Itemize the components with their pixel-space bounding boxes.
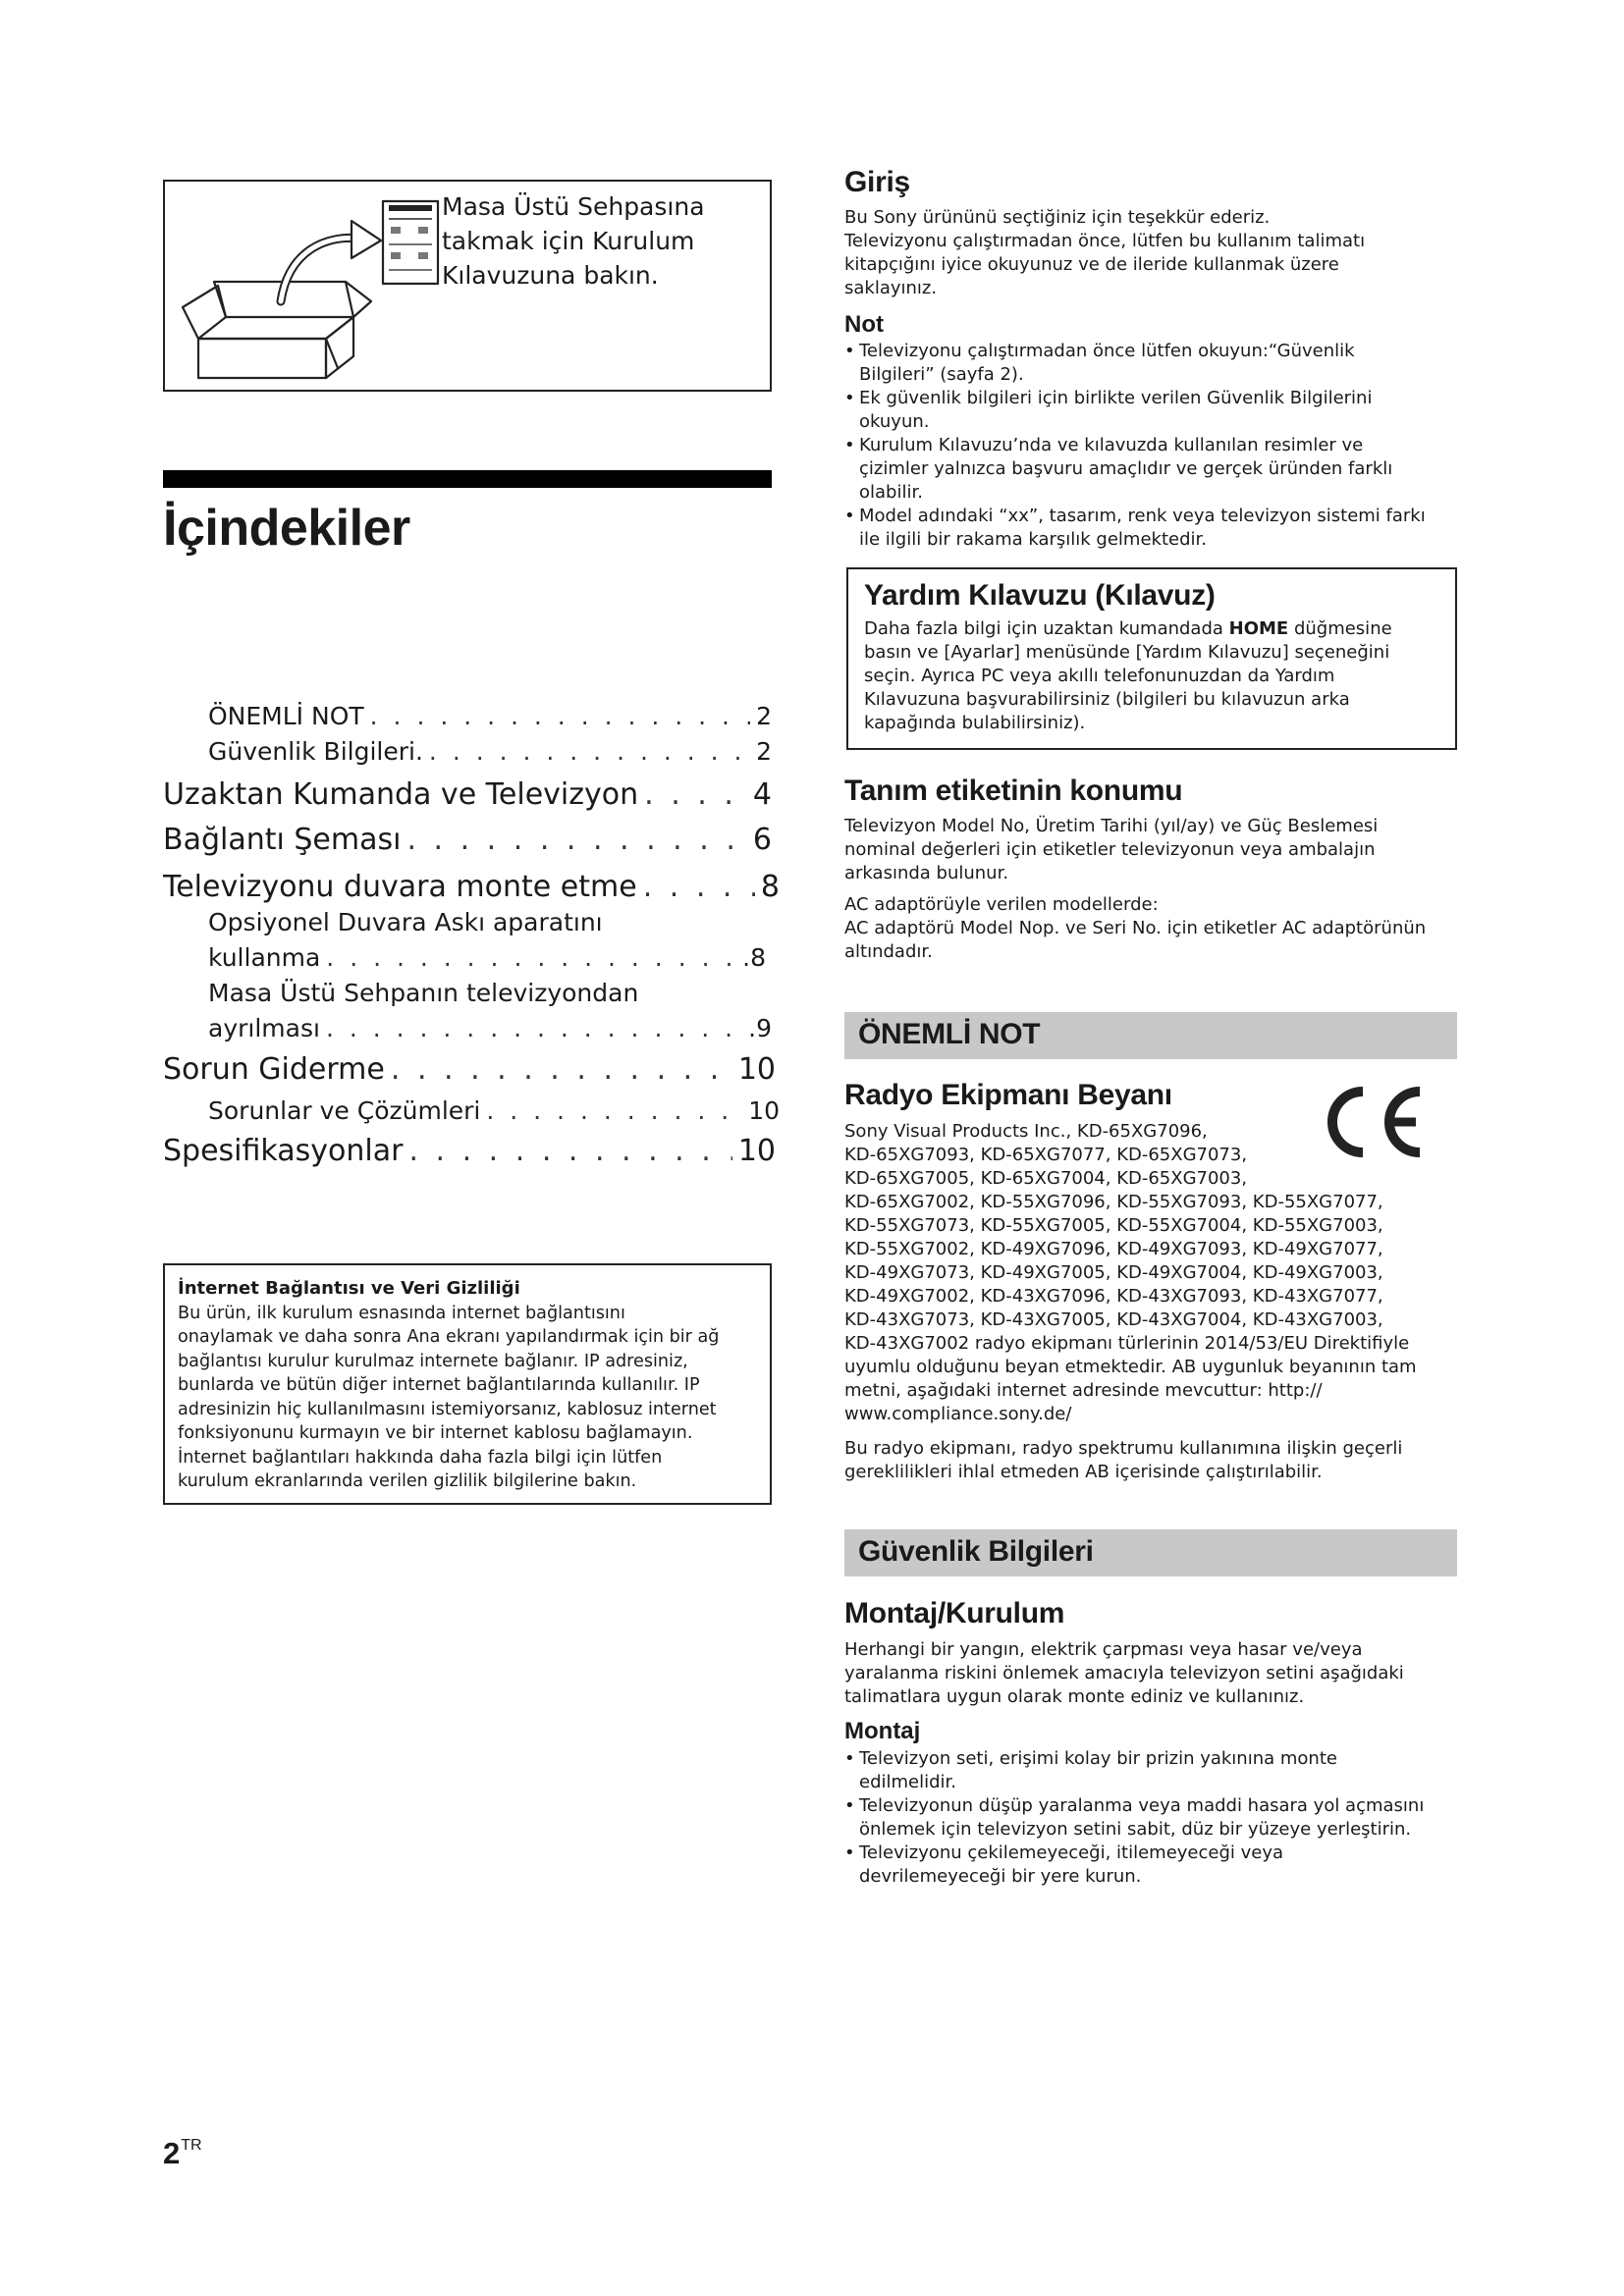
declaration-line: KD-49XG7002, KD-43XG7096, KD-43XG7093, KD-43XG7077, bbox=[844, 1286, 1383, 1307]
privacy-line: onaylamak ve daha sonra Ana ekranı yapılandırmak için bir ağ bbox=[178, 1327, 720, 1347]
montaj-heading: Montaj bbox=[844, 1718, 921, 1744]
declaration-line: KD-65XG7005, KD-65XG7004, KD-65XG7003, bbox=[844, 1168, 1248, 1189]
toc-entry-page: 2 bbox=[756, 737, 772, 766]
montaj-line: devrilemeyeceği bir yere kurun. bbox=[859, 1866, 1142, 1887]
label-location-heading: Tanım etiketinin konumu bbox=[844, 774, 1183, 807]
declaration-line: KD-49XG7073, KD-49XG7005, KD-49XG7004, KD-49XG7003, bbox=[844, 1262, 1383, 1283]
help-guide-line: seçin. Ayrıca PC veya akıllı telefonunuzdan da Yardım bbox=[864, 666, 1335, 686]
toc-entry-label: Spesifikasyonlar bbox=[163, 1134, 404, 1168]
toc-leader-dots bbox=[406, 821, 746, 860]
help-guide-line: Kılavuzuna başvurabilirsiniz (bilgileri bu kılavuzun arka bbox=[864, 689, 1350, 710]
toc-entry-label: Sorun Giderme bbox=[163, 1052, 385, 1087]
help-guide-line bbox=[864, 617, 1392, 641]
label-location-line: Televizyon Model No, Üretim Tarihi (yıl/ay) ve Güç Beslemesi bbox=[844, 816, 1379, 836]
montaj-line: • Televizyon seti, erişimi kolay bir prizin yakınına monte bbox=[859, 1748, 1337, 1769]
radio-declaration-heading: Radyo Ekipmanı Beyanı bbox=[844, 1079, 1172, 1111]
toc-entry[interactable] bbox=[163, 775, 772, 815]
toc-entry-label: ayrılması bbox=[208, 1014, 320, 1042]
note-line: • Kurulum Kılavuzu’nda ve kılavuzda kullanılan resimler ve bbox=[859, 435, 1364, 455]
toc-entry-page: 4 bbox=[752, 777, 772, 812]
note-item bbox=[844, 387, 1426, 434]
privacy-line: bunlarda ve bütün diğer internet bağlantılarında kullanılır. IP bbox=[178, 1375, 700, 1395]
help-guide-line: kapağında bulabilirsiniz). bbox=[864, 713, 1086, 733]
privacy-line: kurulum ekranlarında verilen gizlilik bilgilerine bakın. bbox=[178, 1471, 637, 1491]
toc-leader-dots bbox=[486, 1094, 742, 1129]
privacy-line: Bu ürün, ilk kurulum esnasında internet bağlantısını bbox=[178, 1303, 625, 1323]
note-line: okuyun. bbox=[859, 411, 930, 432]
radio-declaration-paragraph bbox=[844, 1120, 1417, 1426]
declaration-line: www.compliance.sony.de/ bbox=[844, 1404, 1072, 1424]
help-guide-text: düğmesine bbox=[1288, 618, 1392, 639]
toc-entry-label: Bağlantı Şeması bbox=[163, 823, 402, 857]
setup-callout-text bbox=[442, 189, 736, 293]
toc-entry-page: 6 bbox=[752, 823, 772, 857]
spectrum-line: gereklilikleri ihlal etmeden AB içerisinde çalıştırılabilir. bbox=[844, 1462, 1323, 1482]
declaration-line: metni, aşağıdaki internet adresinde mevcuttur: http:// bbox=[844, 1380, 1323, 1401]
installation-line: Herhangi bir yangın, elektrik çarpması veya hasar ve/veya bbox=[844, 1639, 1363, 1660]
toc-entry[interactable] bbox=[163, 1050, 776, 1090]
intro-line: Bu Sony ürününü seçtiğiniz için teşekkür ederiz. bbox=[844, 207, 1271, 228]
intro-line: saklayınız. bbox=[844, 278, 938, 298]
help-guide-box bbox=[846, 567, 1457, 750]
installation-line: talimatlara uygun olarak monte ediniz ve kullanınız. bbox=[844, 1686, 1305, 1707]
montaj-line: • Televizyonun düşüp yaralanma veya maddi hasara yol açmasını bbox=[859, 1795, 1425, 1816]
help-guide-body bbox=[864, 617, 1392, 735]
toc-entry-label: ÖNEMLİ NOT bbox=[208, 702, 364, 730]
montaj-list bbox=[844, 1747, 1424, 1889]
toc-entry[interactable] bbox=[208, 940, 766, 976]
toc-entry-page: 10 bbox=[748, 1096, 780, 1125]
ac-adapter-line: altındadır. bbox=[844, 941, 933, 962]
toc-entry[interactable] bbox=[208, 734, 772, 770]
toc-entry[interactable] bbox=[208, 1011, 772, 1046]
montaj-item bbox=[844, 1842, 1424, 1889]
toc-leader-dots bbox=[429, 734, 750, 770]
privacy-line: İnternet bağlantıları hakkında daha fazla bilgi için lütfen bbox=[178, 1447, 663, 1468]
setup-line: takmak için Kurulum bbox=[442, 227, 695, 255]
safety-info-band bbox=[844, 1529, 1457, 1576]
toc-entry[interactable] bbox=[163, 868, 780, 907]
declaration-line: KD-43XG7002 radyo ekipmanı türlerinin 2014/53/EU Direktifiyle bbox=[844, 1333, 1410, 1354]
toc-leader-dots bbox=[644, 775, 747, 815]
safety-info-title: Güvenlik Bilgileri bbox=[858, 1535, 1094, 1568]
toc-leader-dots bbox=[391, 1050, 732, 1090]
important-note-band bbox=[844, 1012, 1457, 1059]
toc-title: İçindekiler bbox=[163, 500, 410, 557]
toc-entry-page: 2 bbox=[756, 702, 772, 730]
declaration-line: Sony Visual Products Inc., KD-65XG7096, bbox=[844, 1121, 1208, 1142]
toc-entry-page: .9 bbox=[748, 1014, 772, 1042]
privacy-line: bağlantısı kurulur kurulmaz internete bağlanır. IP adresiniz, bbox=[178, 1351, 688, 1371]
toc-entry-page: 8 bbox=[760, 870, 780, 904]
privacy-body bbox=[178, 1302, 758, 1494]
ac-adapter-paragraph bbox=[844, 893, 1426, 964]
page-number-suffix: TR bbox=[181, 2137, 202, 2154]
installation-line: yaralanma riskini önlemek amacıyla televizyon setini aşağıdaki bbox=[844, 1663, 1404, 1683]
home-key-label: HOME bbox=[1228, 618, 1289, 639]
ac-adapter-line: AC adaptörüyle verilen modellerde: bbox=[844, 894, 1159, 915]
label-location-paragraph bbox=[844, 815, 1378, 885]
toc-entry-label[interactable]: Opsiyonel Duvara Askı aparatını bbox=[208, 908, 603, 936]
box-with-manual-icon bbox=[179, 191, 444, 384]
toc-entry-label: Sorunlar ve Çözümleri bbox=[208, 1096, 481, 1125]
ac-adapter-line: AC adaptörü Model Nop. ve Seri No. için etiketler AC adaptörünün bbox=[844, 918, 1427, 938]
toc-leader-dots bbox=[408, 1132, 731, 1171]
intro-line: kitapçığını iyice okuyunuz ve de ileride kullanmak üzere bbox=[844, 254, 1339, 275]
montaj-line: • Televizyonu çekilemeyeceği, itilemeyeceği veya bbox=[859, 1842, 1284, 1863]
toc-entry-label: Uzaktan Kumanda ve Televizyon bbox=[163, 777, 639, 812]
declaration-line: KD-55XG7073, KD-55XG7005, KD-55XG7004, KD-55XG7003, bbox=[844, 1215, 1383, 1236]
toc-entry-label: Güvenlik Bilgileri. bbox=[208, 737, 423, 766]
toc-entry-page: .8 bbox=[742, 943, 766, 972]
declaration-line: uyumlu olduğunu beyan etmektedir. AB uygunluk beyanının tam bbox=[844, 1357, 1417, 1377]
setup-line: Kılavuzuna bakın. bbox=[442, 261, 659, 290]
toc-entry-label: kullanma bbox=[208, 943, 321, 972]
declaration-line: KD-65XG7093, KD-65XG7077, KD-65XG7073, bbox=[844, 1145, 1248, 1165]
note-item bbox=[844, 434, 1426, 505]
intro-line: Televizyonu çalıştırmadan önce, lütfen bu kullanım talimatı bbox=[844, 231, 1366, 251]
toc-leader-dots bbox=[326, 1011, 742, 1046]
note-line: olabilir. bbox=[859, 482, 923, 503]
toc-leader-dots bbox=[326, 940, 736, 976]
note-line: Bilgileri” (sayfa 2). bbox=[859, 364, 1024, 385]
toc-entry-page: 10 bbox=[737, 1052, 776, 1087]
toc-entry-label[interactable]: Masa Üstü Sehpanın televizyondan bbox=[208, 979, 639, 1007]
note-line: • Televizyonu çalıştırmadan önce lütfen okuyun:“Güvenlik bbox=[859, 341, 1355, 361]
important-note-title: ÖNEMLİ NOT bbox=[858, 1018, 1041, 1050]
toc-leader-dots bbox=[370, 699, 750, 734]
note-line: çizimler yalnızca başvuru amaçlıdır ve gerçek üründen farklı bbox=[859, 458, 1393, 479]
spectrum-line: Bu radyo ekipmanı, radyo spektrumu kullanımına ilişkin geçerli bbox=[844, 1438, 1403, 1459]
note-item bbox=[844, 505, 1426, 552]
label-location-line: arkasında bulunur. bbox=[844, 863, 1009, 883]
montaj-item bbox=[844, 1794, 1424, 1842]
note-line: • Ek güvenlik bilgileri için birlikte verilen Güvenlik Bilgilerini bbox=[859, 388, 1373, 408]
toc-entry[interactable] bbox=[208, 699, 772, 734]
toc-entry-page: 10 bbox=[737, 1134, 776, 1168]
declaration-line: KD-65XG7002, KD-55XG7096, KD-55XG7093, KD-55XG7077, bbox=[844, 1192, 1383, 1212]
intro-paragraph bbox=[844, 206, 1365, 300]
declaration-line: KD-43XG7073, KD-43XG7005, KD-43XG7004, KD-43XG7003, bbox=[844, 1309, 1383, 1330]
declaration-line: KD-55XG7002, KD-49XG7096, KD-49XG7093, KD-49XG7077, bbox=[844, 1239, 1383, 1259]
note-heading: Not bbox=[844, 311, 884, 338]
intro-heading: Giriş bbox=[844, 166, 910, 198]
installation-paragraph bbox=[844, 1638, 1404, 1709]
privacy-line: adresinizin hiç kullanılmasını istemiyorsanız, kablosuz internet bbox=[178, 1399, 717, 1419]
label-location-line: nominal değerleri için etiketler televizyonun veya ambalajın bbox=[844, 839, 1376, 860]
installation-heading: Montaj/Kurulum bbox=[844, 1597, 1065, 1629]
note-line: • Model adındaki “xx”, tasarım, renk veya televizyon sistemi farkı bbox=[859, 506, 1426, 526]
toc-entry[interactable] bbox=[208, 1094, 780, 1129]
page-number bbox=[163, 2136, 202, 2171]
toc-entry[interactable] bbox=[163, 1132, 776, 1171]
privacy-line: fonksiyonunu kurmayın ve bir internet kablosu bağlamayın. bbox=[178, 1423, 693, 1443]
montaj-line: önlemek için televizyon setini sabit, düz bir yüzeye yerleştirin. bbox=[859, 1819, 1412, 1840]
help-guide-line: basın ve [Ayarlar] menüsünde [Yardım Kılavuzu] seçeneğini bbox=[864, 642, 1390, 663]
help-guide-title: Yardım Kılavuzu (Kılavuz) bbox=[864, 579, 1216, 612]
toc-entry-label: Televizyonu duvara monte etme bbox=[163, 870, 637, 904]
toc-leader-dots bbox=[643, 868, 755, 907]
setup-line: Masa Üstü Sehpasına bbox=[442, 192, 705, 221]
toc-entry[interactable] bbox=[163, 821, 772, 860]
toc-title-rule bbox=[163, 470, 772, 488]
radio-spectrum-paragraph bbox=[844, 1437, 1402, 1484]
note-list bbox=[844, 340, 1426, 552]
note-line: ile ilgili bir rakama karşılık gelmektedir. bbox=[859, 529, 1207, 550]
privacy-title: İnternet Bağlantısı ve Veri Gizliliği bbox=[178, 1278, 520, 1299]
montaj-line: edilmelidir. bbox=[859, 1772, 957, 1792]
note-item bbox=[844, 340, 1426, 387]
setup-guide-callout bbox=[163, 180, 772, 392]
privacy-notice-box bbox=[163, 1263, 772, 1505]
page-number-value: 2 bbox=[163, 2136, 181, 2170]
montaj-item bbox=[844, 1747, 1424, 1794]
help-guide-text: Daha fazla bilgi için uzaktan kumandada bbox=[864, 618, 1229, 639]
